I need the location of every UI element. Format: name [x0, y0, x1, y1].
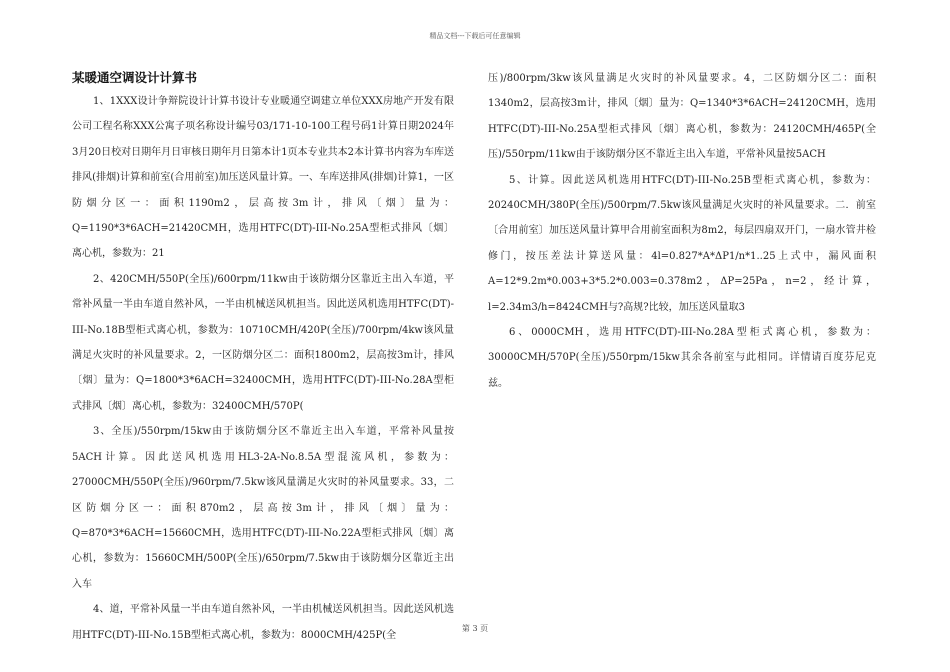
paragraph-2: 2、420CMH/550P(全压)/600rpm/11kw由于该防烟分区靠近主出入车道，平常补风量一半由车道自然补风，一半由机械送风机担当。因此送风机选用HTFC(DT)-III-No.18B型柜式离心机，参数为：10710CMH/420P(全压)/700rpm/4kw该风量满足火灾时的补风量要求。2，一区防烟分区二：面积1800m2，层高按3m计，排风〔烟〕量为：Q=1800*3*6ACH=32400CMH，选用HTFC(DT)-III-No.28A型柜式排风〔烟〕离心机，参数为：32400CMH/570P( — [72, 273, 454, 412]
right-column — [488, 66, 876, 396]
paragraph-5: 5、计算。因此送风机选用HTFC(DT)-III-No.25B型柜式离心机，参数为：20240CMH/380P(全压)/500rpm/7.5kw该风量满足火灾时的补风量要求。二．前室〔合用前室〕加压送风量计算甲合用前室面积为8m2，每层四扇双开门，一扇水管井检修门，按压差法计算送风量：4l=0.827*A*ΔP1/n*1..25上式中，漏风面积A=12*9.2m*0.003+3*5.2*0.003=0.378m2，ΔP=25Pa，n=2，经计算，l=2.34m3/h=8424CMH与?高规?比较，加压送风量取3 — [488, 174, 876, 313]
left-column — [72, 66, 454, 648]
paragraph-4-continued: 压)/800rpm/3kw该风量满足火灾时的补风量要求。4，二区防烟分区二：面积1340m2，层高按3m计，排风〔烟〕量为：Q=1340*3*6ACH=24120CMH，选用HTFC(DT)-III-No.25A型柜式排风〔烟〕离心机，参数为：24120CMH/465P(全压)/550rpm/11kw由于该防烟分区不靠近主出入车道，平常补风量按5ACH — [488, 73, 876, 161]
page-number: 第 3 页 — [461, 624, 489, 633]
header-note: 精品文档---下载后可任意编辑 — [429, 32, 521, 40]
document-title: 某暖通空调设计计算书 — [72, 70, 198, 85]
paragraph-3: 3、全压)/550rpm/15kw由于该防烟分区不靠近主出入车道，平常补风量按5ACH计算。因此送风机选用HL3-2A-No.8.5A型混流风机，参数为：27000CMH/550P(全压)/960rpm/7.5kw该风量满足火灾时的补风量要求。33，二区防烟分区一：面积870m2，层高按3m计，排风〔烟〕量为：Q=870*3*6ACH=15660CMH，选用HTFC(DT)-III-No.22A型柜式排风〔烟〕离心机，参数为：15660CMH/500P(全压)/650rpm/7.5kw由于该防烟分区靠近主出入车 — [72, 426, 454, 590]
paragraph-4: 4、道，平常补风量一半由车道自然补风，一半由机械送风机担当。因此送风机选用HTFC(DT)-III-No.15B型柜式离心机，参数为：8000CMH/425P(全 — [72, 604, 454, 641]
paragraph-6: 6、0000CMH，选用HTFC(DT)-III-No.28A型柜式离心机，参数为：30000CMH/570P(全压)/550rpm/15kw其余各前室与此相同。详情请百度芬尼克兹。 — [488, 327, 876, 389]
paragraph-1: 1、1XXX设计争辩院设计计算书设计专业暖通空调建立单位XXX房地产开发有限公司工程名称XXX公寓子项名称设计编号03/171-10-100工程号码1计算日期2024年3月20日校对日期年月日审核日期年月日第本计1页本专业共本2本计算书内容为车库送排风(排烟)计算和前室(合用前室)加压送风量计算。一、车库送排风(排烟)计算1，一区防烟分区一：面积1190m2，层高按3m计，排风〔烟〕量为：Q=1190*3*6ACH=21420CMH，选用HTFC(DT)-III-No.25A型柜式排风〔烟〕离心机，参数为：21 — [72, 96, 454, 260]
